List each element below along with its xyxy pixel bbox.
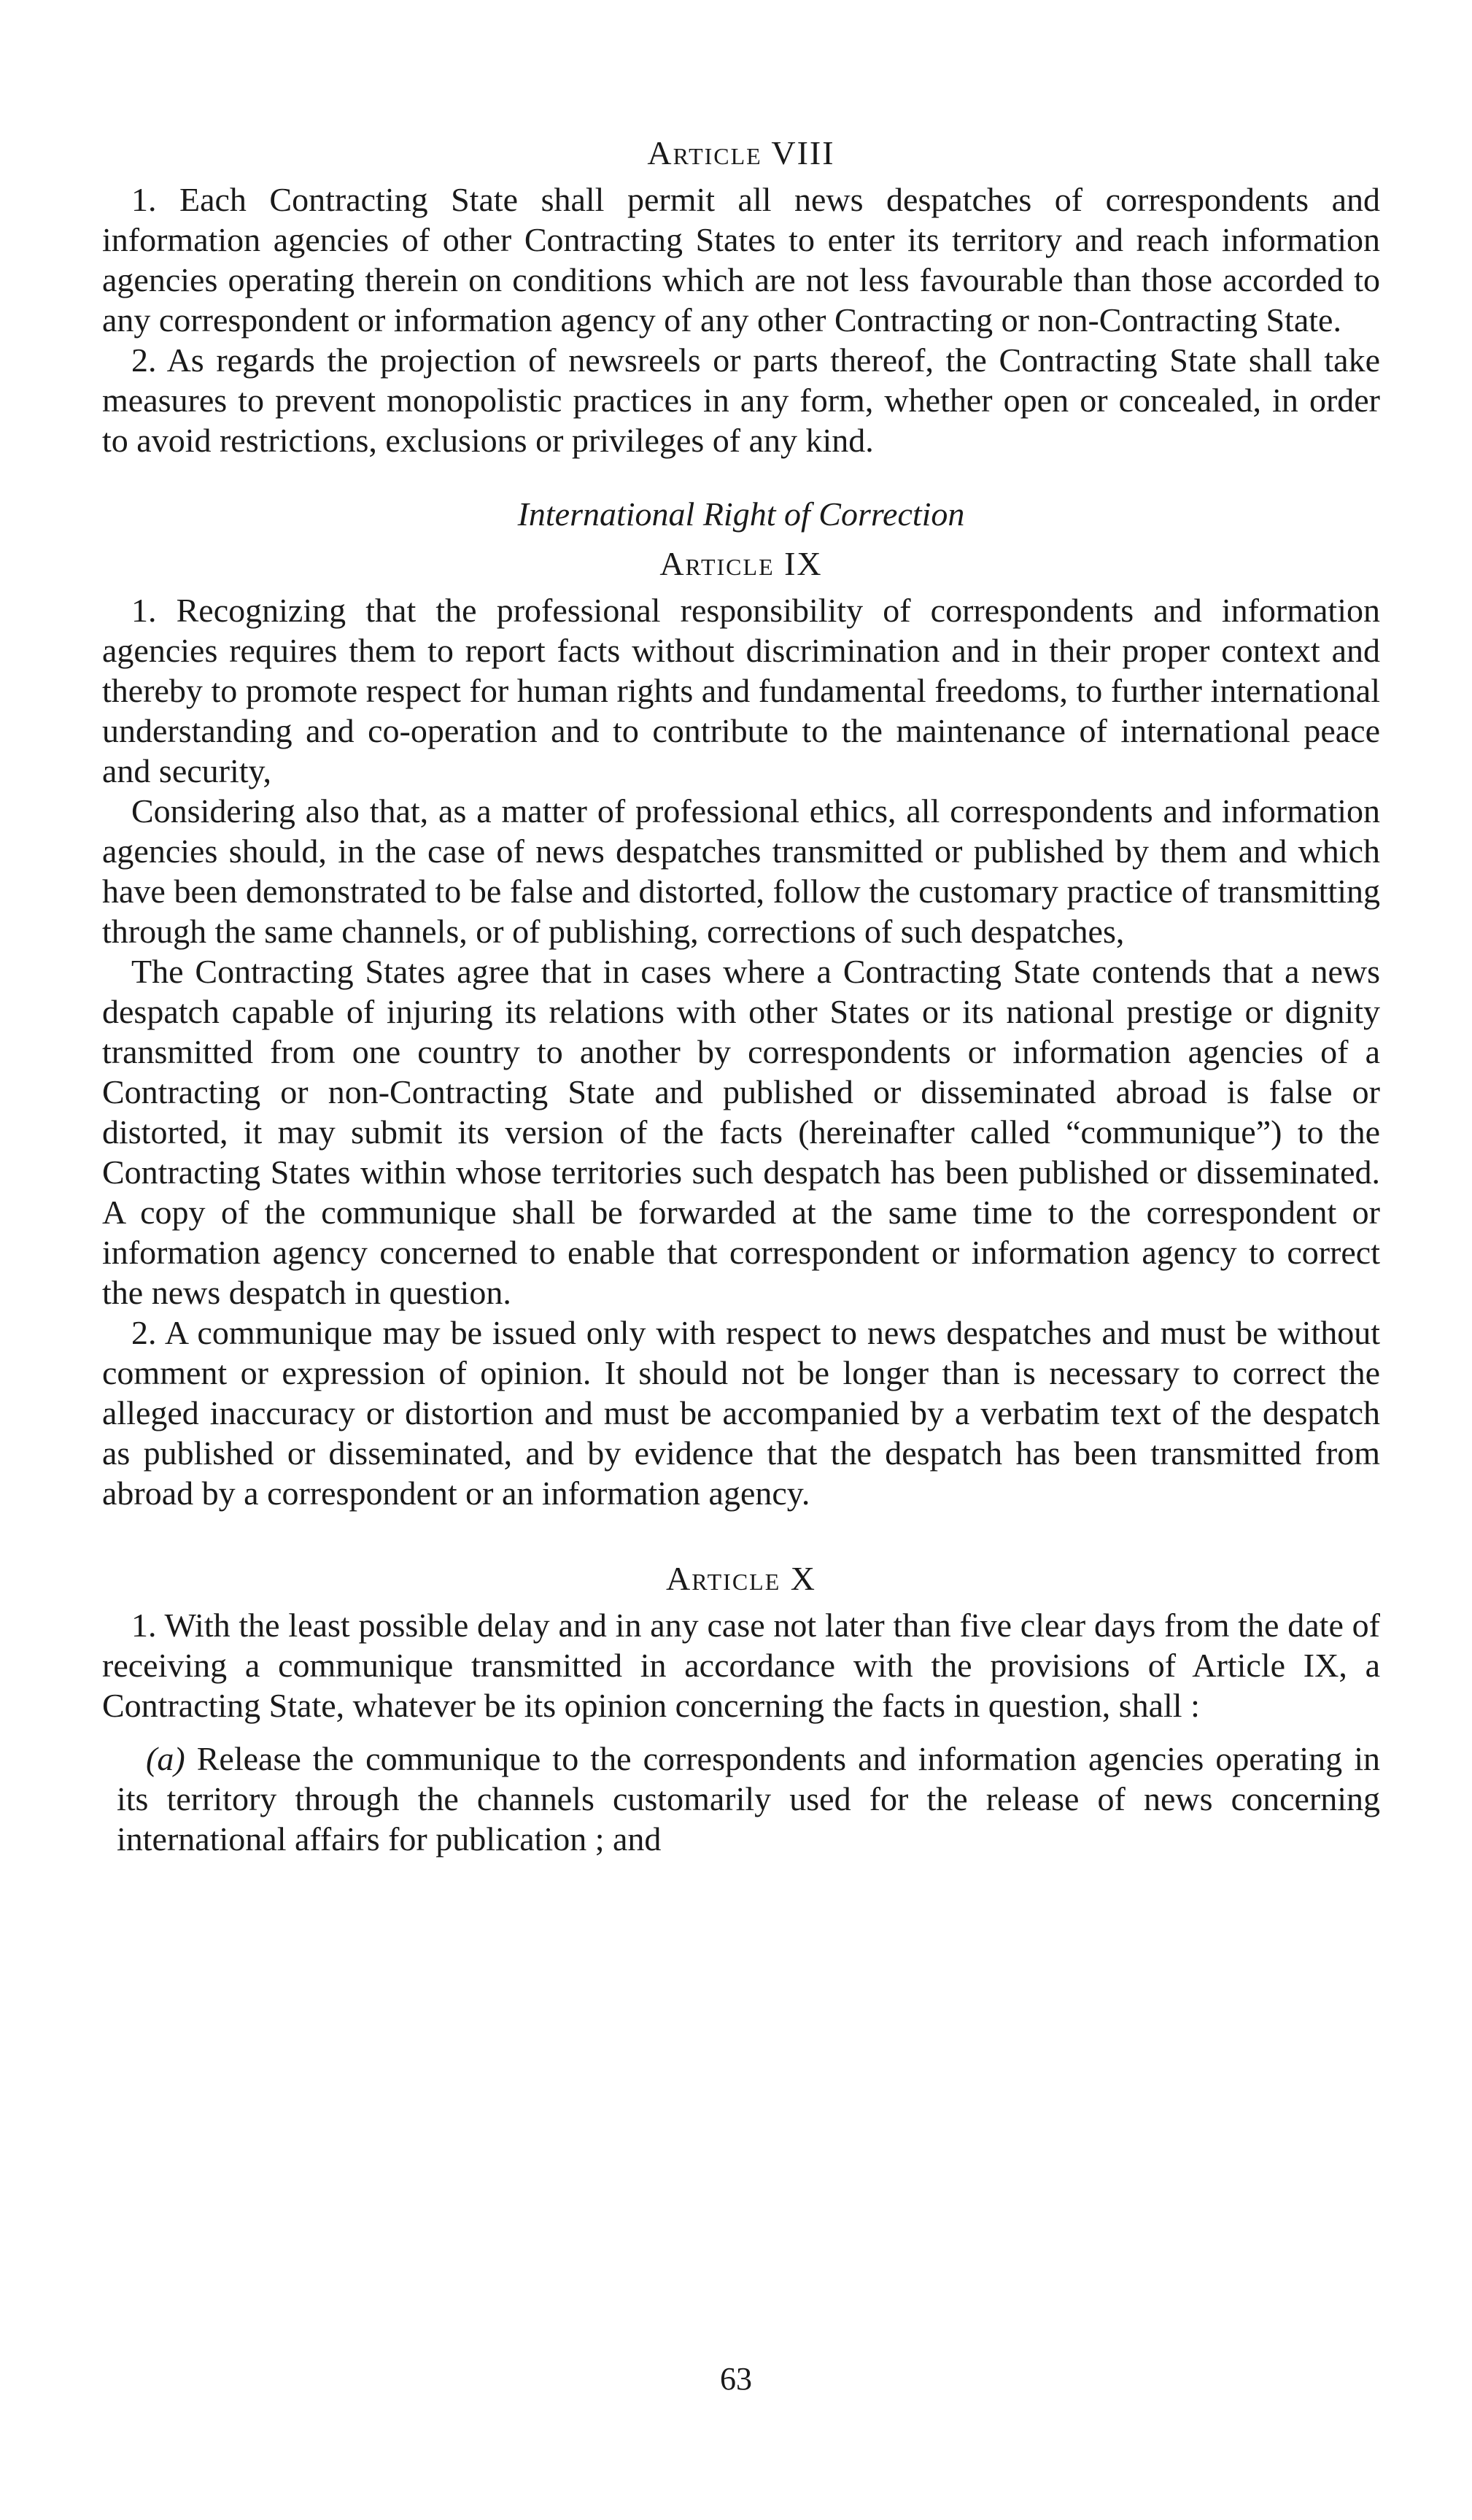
subitem-a-text: Release the communique to the correspondents and information agencies operating in its territory through the channels customarily used for the release of news concerning international affairs for publication ; and [117,1740,1380,1858]
article-9-paragraph-1: 1. Recognizing that the professional responsibility of correspondents and information agencies requires them to report facts without discrimination and in their proper context and thereby to promote respect for human rights and fundamental freedoms, to further international understanding and co-operation and to contribute to the maintenance of international peace and security, [102,592,1380,789]
article-10-heading: Article X [665,1560,816,1597]
article-8-paragraph-2: 2. As regards the projection of newsreels or parts thereof, the Contracting State shall take measures to prevent monopolistic practices in any form, whether open or concealed, in order to avoid restrictions, exclusions or privileges of any kind. [102,341,1380,459]
article-9-paragraph-3: The Contracting States agree that in cases where a Contracting State contends that a news despatch capable of injuring its relations with other States or its national prestige or dignity transmitted from one country to another by correspondents or information agencies of a Contracting or non-Contracting State and published or disseminated abroad is false or distorted, it may submit its version of the facts (hereinafter called “communique”) to the Contracting States within whose territories such despatch has been published or disseminated. A copy of the communique shall be forwarded at the same time to the correspondent or information agency concerned to enable that correspondent or information agency to correct the news despatch in question. [102,953,1380,1311]
article-10-paragraph-1: 1. With the least possible delay and in any case not later than five clear days from the date of receiving a communique transmitted in accordance with the provisions of Article IX, a Contracting State, whatever be its opinion concerning the facts in question, shall : [102,1607,1380,1724]
section-title: International Right of Correction [517,495,965,533]
document-page [102,131,1380,1859]
article-9-heading: Article IX [659,545,823,582]
subitem-a-marker: (a) [146,1740,185,1777]
article-9-paragraph-4: 2. A communique may be issued only with respect to news despatches and must be without comment or expression of opinion. It should not be longer than is necessary to correct the alleged inaccuracy or distortion and must be accompanied by a verbatim text of the despatch as published or disseminated, and by evidence that the despatch has been transmitted from abroad by a correspondent or an information agency. [102,1314,1380,1512]
article-9-paragraph-2: Considering also that, as a matter of professional ethics, all correspondents and information agencies should, in the case of news despatches transmitted or published by them and which have been demonstrated to be false and distorted, follow the customary practice of transmitting through the same channels, or of publishing, corrections of such despatches, [102,792,1380,950]
article-8-paragraph-1: 1. Each Contracting State shall permit all news despatches of correspondents and information agencies of other Contracting States to enter its territory and reach information agencies operating therein on conditions which are not less favourable than those accorded to any correspondent or information agency of any other Contracting or non-Contracting State. [102,181,1380,339]
article-8-heading: Article VIII [647,134,835,171]
article-10-subitem-a [102,1739,1380,1859]
page-number: 63 [720,2361,752,2397]
